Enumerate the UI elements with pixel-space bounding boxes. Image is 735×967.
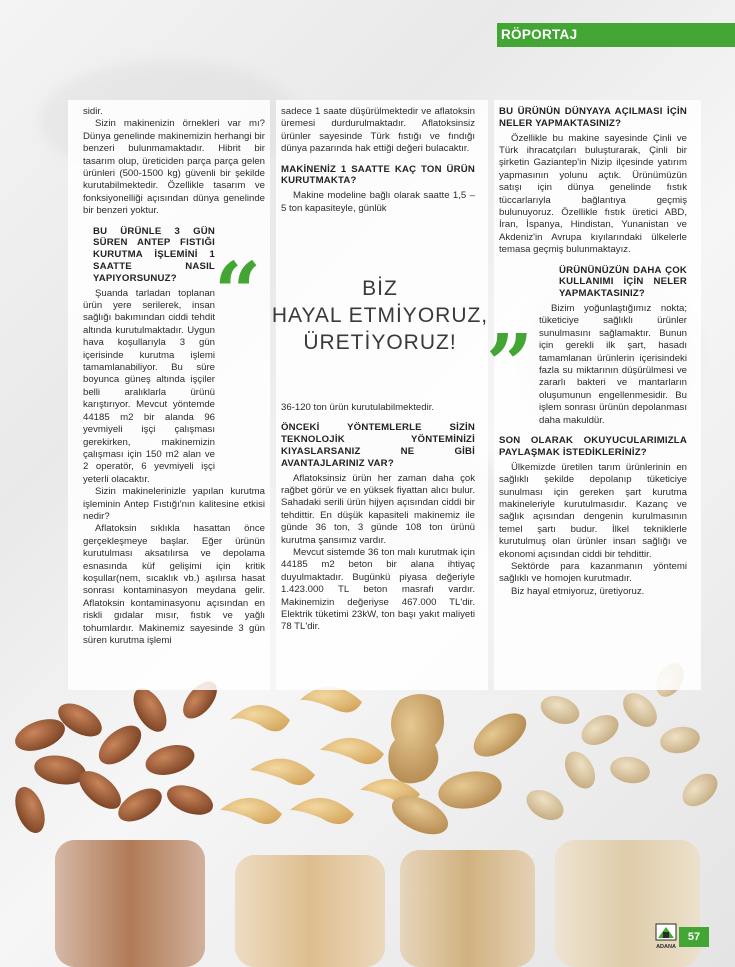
paragraph: 36-120 ton ürün kurutulabilmektedir. bbox=[281, 402, 435, 413]
section-title: RÖPORTAJ bbox=[501, 27, 578, 42]
pull-quote-line: ÜRETİYORUZ! bbox=[303, 331, 457, 354]
paragraph: Ülkemizde üretilen tarım ürünlerinin en sağlıklı şekilde depolanıp tüketiciye sunulması için gereken şart kurutma makineleriyle kurutulmasıdır. Kazanç ve sağlık açısından dengenin kurulmasının temel şartı budur. İlkel tekniklerle kurutulmuş olan ürünler insan sağlığı ve ekonomi açısından ciddi bir tehdittir. bbox=[499, 461, 687, 560]
logo-text: ADANA bbox=[656, 944, 676, 950]
question-heading: ÜRÜNÜNÜZÜN DAHA ÇOK KULLANIMI İÇİN NELER YAPMAKTASINIZ? bbox=[559, 264, 687, 300]
text-column-1 bbox=[83, 106, 265, 647]
pull-quote-line: BİZ bbox=[362, 277, 398, 300]
paragraph: Aflatoksinsiz ürün her zaman daha çok rağbet görür ve en yüksek fiyattan alıcı bulur. Sahadaki serili ürün hijyen açısından ciddi bir tehdittir. En düşük kapasiteli makinemiz ile günde 36 ton, 3 günde 108 ton ürünü kurutma şansımız vardır. bbox=[281, 472, 475, 546]
question-heading: BU ÜRÜNÜN DÜNYAYA AÇILMASI İÇİN NELER YAPMAKTASINIZ? bbox=[499, 106, 687, 129]
open-quote-icon: “ bbox=[214, 245, 262, 341]
paragraph: Mevcut sistemde 36 ton malı kurutmak için 44185 m2 beton bir alana ihtiyaç duyulmaktadır. Bugünkü piyasa değeriyle 1.423.000 TL beton masrafı vardır. Makinemizin değeriyse 467.000 TL'dir. Elektrik tüketimi 23kW, ton başı yakıt maliyeti 78 TL'dir. bbox=[281, 547, 475, 633]
question-heading: SON OLARAK OKUYUCULARIMIZLA PAYLAŞMAK İSTEDİKLERİNİZ? bbox=[499, 435, 687, 458]
paragraph: Biz hayal etmiyoruz, üretiyoruz. bbox=[511, 585, 645, 597]
adana-logo-icon bbox=[654, 922, 678, 954]
question-heading: BU ÜRÜNLE 3 GÜN SÜREN ANTEP FISTIĞI KURUTMA İŞLEMİNİ 1 SAATTE NASIL YAPIYORSUNUZ? bbox=[93, 225, 215, 284]
paragraph: sadece 1 saate düşürülmektedir ve aflatoksin üremesi durdurulmaktadır. Aflatoksinsiz ürünler sayesinde Türk fıstığı ve fındığı dünya pazarında hak ettiği değeri bulacaktır. bbox=[281, 106, 475, 155]
section-header-bar bbox=[497, 23, 735, 47]
paragraph: Sizin makinenizin örnekleri var mı? Dünya genelinde makinemizin herhangi bir benzeri bulunmamaktadır. Hibrit bir tasarım olup, üreticiden parça parça gelen ürünleri (500-1500 kg) güvenli bir şekilde kurutabilmektedir. Özellikle tasarım ve fonksiyonelliği açısından dünya genelinde bir benzeri yoktur. bbox=[83, 118, 265, 217]
paragraph: Sizin makinelerinizle yapılan kurutma işleminin Antep Fıstığı'nın kalitesine etkisi nedir? bbox=[83, 486, 265, 522]
pull-quote-line: HAYAL ETMİYORUZ, bbox=[271, 304, 489, 327]
close-quote-icon: ” bbox=[486, 317, 534, 413]
paragraph: Özellikle bu makine sayesinde Çinli ve Türk ihracatçıları buluşturarak, Çinli bir şirketin Gaziantep'in Nizip ilçesinde yatırım yapmasının yolunu açtık. Ürünümüzün satışı için dünya genelinde fıstık tüccarlarıyla bağlantıya geçmiş bulunuyoruz. Özellikle fıstık üretici ABD, İran, İspanya, Hindistan, Yunanistan ve Akdeniz'in Avrupa kıyılarındaki ülkelerle temasa geçmiş bulunmaktayız. bbox=[499, 132, 687, 256]
paragraph: Makine modeline bağlı olarak saatte 1,5 – 5 ton kapasiteyle, günlük bbox=[281, 190, 475, 214]
paragraph: sidir. bbox=[83, 106, 103, 117]
text-column-2 bbox=[281, 106, 475, 215]
pull-quote bbox=[270, 275, 490, 356]
paragraph: Sektörde para kazanmanın yöntemi sağlıklı ve homojen kurutmadır. bbox=[499, 560, 687, 585]
question-heading: ÖNCEKİ YÖNTEMLERLE SİZİN TEKNOLOJİK YÖNTEMİNİZİ KIYASLARSANIZ NE GİBİ AVANTAJLARINIZ VAR? bbox=[281, 422, 475, 469]
question-heading: MAKİNENİZ 1 SAATTE KAÇ TON ÜRÜN KURUTMAKTA? bbox=[281, 163, 475, 187]
text-column-2b bbox=[281, 402, 475, 634]
paragraph: Bizim yoğunlaştığımız nokta; tüketiciye sağlıklı ürünler sunulmasını sağlamaktır. Bunun için gerekli ilk şart, hasadı tamamlanan ürünlerin içerisindeki fazla su miktarının düşürülmesi ve zararlı bakteri ve mantarların oluşumunun engellenmesidir. Bu işlem sonrası ürünün depolanması daha makuldür. bbox=[539, 303, 687, 426]
paragraph: Aflatoksin sıklıkla hasattan önce gerçekleşmeye başlar. Eğer ürünün kurutulması aksatılırsa ve depolama esnasında küf gelişimi için kritik koşullar(nem, sıcaklık vb.) aşılırsa hasat sonrası kontaminasyon meydana gelir. Aflatoksin kontaminasyonu açısından en riskli gıdalar mısır, fıstık ve yağlı tohumlardır. Makinemiz sayesinde 3 gün süren kurutma işlemi bbox=[83, 523, 265, 647]
page-number: 57 bbox=[679, 927, 709, 947]
paragraph: Şuanda tarladan toplanan ürün yere serilerek, insan sağlığı bakımından ciddi tehdit altında kurutulmaktadır. Uygun hava koşullarıyla 3 gün içerisinde kurutma işlemi tamamlanabiliyor. Bu süre boyunca güneş altında işçiler belli aralıklarla ürünü karıştırıyor. Mevcut yöntemde 44185 m2 bir alanda 96 yevmiyeli işçi çalışması gerekirken, makinemizin çalışması için 150 m2 alan ve 2 operatör, 6 yevmiyeli işçi yeterli olacaktır. bbox=[83, 287, 215, 485]
